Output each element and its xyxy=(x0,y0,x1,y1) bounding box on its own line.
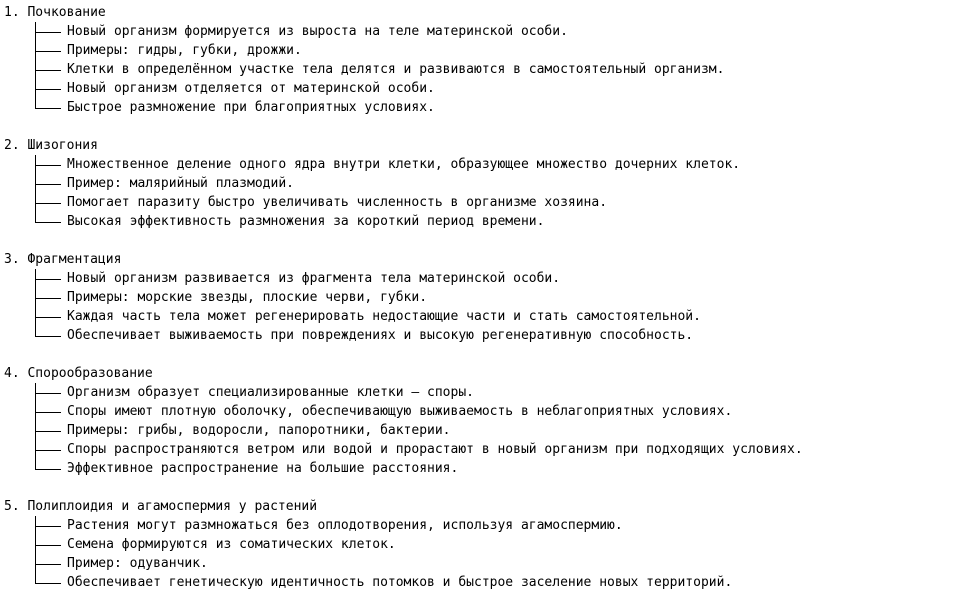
item-list xyxy=(4,383,965,478)
section-title: 5. Полиплоидия и агамоспермия у растений xyxy=(4,499,318,514)
list-item: Каждая часть тела может регенерировать недостающие части и стать самостоятельной. xyxy=(35,307,965,326)
section-polyploidy-agamospermy xyxy=(4,497,965,592)
section-title: 3. Фрагментация xyxy=(4,252,122,267)
section-title: 4. Спорообразование xyxy=(4,366,153,381)
item-list xyxy=(4,22,965,117)
list-item: Быстрое размножение при благоприятных условиях. xyxy=(35,98,965,117)
list-item: Помогает паразиту быстро увеличивать численность в организме хозяина. xyxy=(35,193,965,212)
list-item: Споры распространяются ветром или водой и прорастают в новый организм при подходящих условиях. xyxy=(35,440,965,459)
item-list xyxy=(4,155,965,231)
section-sporulation xyxy=(4,364,965,478)
list-item: Примеры: грибы, водоросли, папоротники, бактерии. xyxy=(35,421,965,440)
list-item: Множественное деление одного ядра внутри клетки, образующее множество дочерних клеток. xyxy=(35,155,965,174)
list-item: Обеспечивает генетическую идентичность потомков и быстрое заселение новых территорий. xyxy=(35,573,965,592)
list-item: Новый организм развивается из фрагмента тела материнской особи. xyxy=(35,269,965,288)
item-list xyxy=(4,269,965,345)
section-budding xyxy=(4,3,965,117)
list-item: Новый организм отделяется от материнской особи. xyxy=(35,79,965,98)
list-item: Обеспечивает выживаемость при повреждениях и высокую регенеративную способность. xyxy=(35,326,965,345)
list-item: Высокая эффективность размножения за короткий период времени. xyxy=(35,212,965,231)
list-item: Семена формируются из соматических клеток. xyxy=(35,535,965,554)
list-item: Эффективное распространение на большие расстояния. xyxy=(35,459,965,478)
section-title: 2. Шизогония xyxy=(4,138,98,153)
list-item: Растения могут размножаться без оплодотворения, используя агамоспермию. xyxy=(35,516,965,535)
item-list xyxy=(4,516,965,592)
list-item: Пример: одуванчик. xyxy=(35,554,965,573)
section-fragmentation xyxy=(4,250,965,345)
list-item: Организм образует специализированные клетки — споры. xyxy=(35,383,965,402)
list-item: Новый организм формируется из выроста на теле материнской особи. xyxy=(35,22,965,41)
list-item: Клетки в определённом участке тела делятся и развиваются в самостоятельный организм. xyxy=(35,60,965,79)
section-schizogony xyxy=(4,136,965,231)
list-item: Пример: малярийный плазмодий. xyxy=(35,174,965,193)
list-item: Примеры: морские звезды, плоские черви, губки. xyxy=(35,288,965,307)
list-item: Споры имеют плотную оболочку, обеспечивающую выживаемость в неблагоприятных условиях. xyxy=(35,402,965,421)
list-item: Примеры: гидры, губки, дрожжи. xyxy=(35,41,965,60)
section-title: 1. Почкование xyxy=(4,5,106,20)
